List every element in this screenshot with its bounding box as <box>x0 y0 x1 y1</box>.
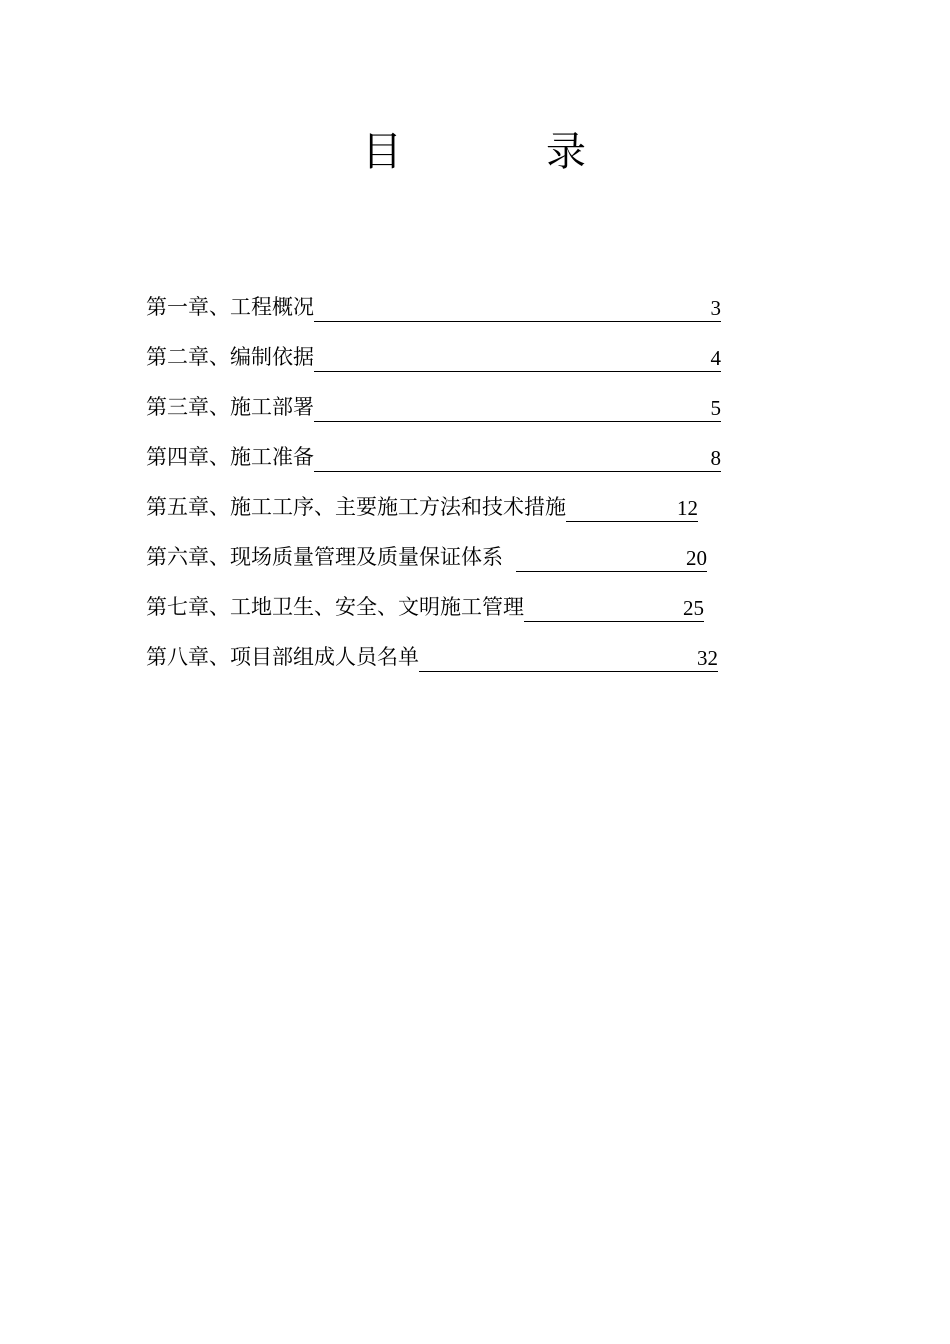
toc-entry-leader <box>566 492 698 522</box>
toc-entry-label: 第三章、施工部署 <box>146 395 314 419</box>
toc-entry-5[interactable] <box>146 492 698 522</box>
toc-entry-label: 第六章、现场质量管理及质量保证体系 <box>146 545 503 569</box>
toc-entry-label: 第五章、施工工序、主要施工方法和技术措施 <box>146 495 566 519</box>
toc-entry-label: 第八章、项目部组成人员名单 <box>146 645 419 669</box>
toc-entry-4[interactable] <box>146 442 721 472</box>
toc-entry-label: 第一章、工程概况 <box>146 295 314 319</box>
toc-entry-page: 20 <box>686 546 707 570</box>
toc-entry-label: 第七章、工地卫生、安全、文明施工管理 <box>146 595 524 619</box>
toc-entry-1[interactable] <box>146 292 721 322</box>
toc-entry-page: 32 <box>697 646 718 670</box>
toc-entry-leader <box>516 542 707 572</box>
toc-title <box>0 128 950 176</box>
title-char-2: 录 <box>546 129 586 175</box>
title-char-1: 目 <box>362 129 402 175</box>
toc-entry-leader <box>314 292 721 322</box>
toc-entry-label: 第四章、施工准备 <box>146 445 314 469</box>
toc-entry-7[interactable] <box>146 592 704 622</box>
toc-entry-6[interactable] <box>146 542 707 572</box>
toc-entry-page: 3 <box>710 296 721 320</box>
toc-entry-page: 4 <box>710 346 721 370</box>
toc-entry-page: 8 <box>710 446 721 470</box>
toc-entry-leader <box>419 642 718 672</box>
toc-entry-page: 25 <box>683 596 704 620</box>
toc-entry-page: 5 <box>710 396 721 420</box>
toc-entry-leader <box>314 392 721 422</box>
toc-entry-page: 12 <box>677 496 698 520</box>
toc-entry-3[interactable] <box>146 392 721 422</box>
toc-entry-8[interactable] <box>146 642 718 672</box>
toc-entry-leader <box>314 342 721 372</box>
toc-entry-2[interactable] <box>146 342 721 372</box>
toc-entry-leader <box>524 592 704 622</box>
toc-entry-leader <box>314 442 721 472</box>
toc-entry-label: 第二章、编制依据 <box>146 345 314 369</box>
